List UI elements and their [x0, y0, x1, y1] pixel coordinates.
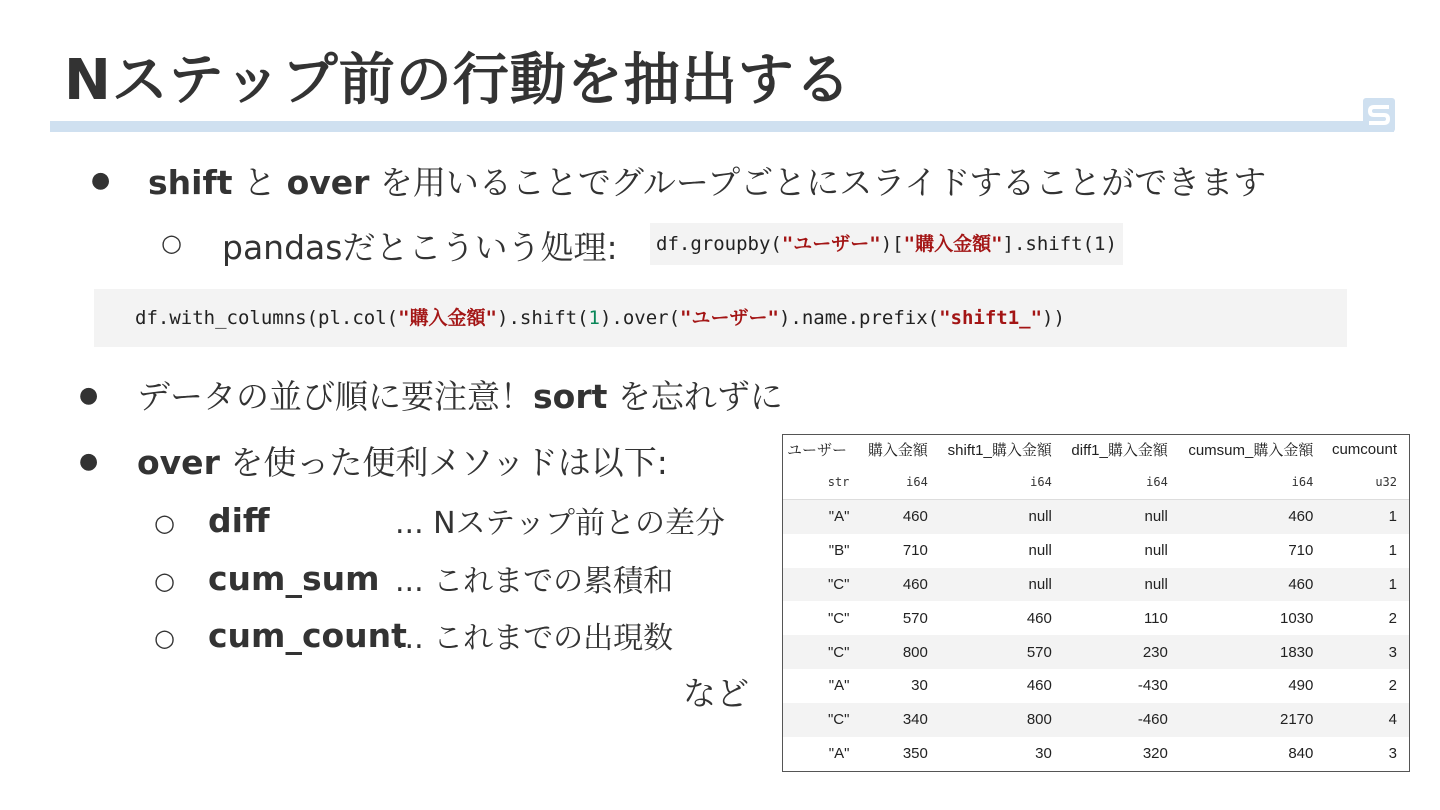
bullet-over-methods: over を使った便利メソッドは以下:: [137, 443, 668, 482]
column-header: 購入金額: [867, 442, 928, 459]
table-cell: "A": [828, 677, 850, 695]
table-cell: "B": [828, 542, 850, 560]
table-cell: 800: [940, 703, 1064, 737]
table-cell: 1: [1325, 568, 1409, 602]
table-cell: 570: [940, 635, 1064, 669]
dtype-cell: str: [783, 464, 861, 500]
table-cell: 490: [1288, 677, 1314, 695]
table-cell: 460: [1180, 568, 1326, 602]
column-header: cumcount: [1331, 441, 1397, 458]
dataframe-output: [782, 434, 1410, 772]
table-cell: 570: [902, 609, 928, 627]
table-cell: 840: [1288, 744, 1314, 762]
table-row: [783, 737, 1409, 771]
slide-title: Nステップ前の行動を抽出する: [64, 48, 852, 113]
table-row: [783, 635, 1409, 669]
keyword-shift: shift: [148, 163, 233, 202]
bullet-dot: ●: [91, 168, 111, 193]
title-underline: [50, 121, 1394, 132]
table-cell: null: [1144, 542, 1168, 560]
table-cell: -430: [1137, 677, 1168, 695]
dtype-cell: i64: [861, 464, 939, 500]
header-row: [783, 435, 1409, 464]
table-cell: 460: [861, 500, 939, 534]
bullet-dot: ●: [79, 383, 99, 408]
method-desc-cum-count: ... これまでの出現数: [395, 621, 674, 656]
keyword-sort: sort: [533, 377, 608, 416]
table-cell: 2: [1388, 609, 1397, 627]
dtype-cell: i64: [940, 464, 1064, 500]
sub-bullet-ring: ○: [161, 229, 182, 257]
table-cell: 4: [1325, 703, 1409, 737]
bullet-dot: ●: [79, 449, 99, 474]
table-cell: 1830: [1180, 635, 1326, 669]
table-cell: 30: [911, 677, 928, 695]
dtype-cell: u32: [1325, 464, 1409, 500]
table-cell: "C": [827, 609, 850, 627]
table-cell: null: [940, 500, 1064, 534]
dataframe-table: [783, 435, 1409, 770]
table-cell: null: [940, 568, 1064, 602]
method-desc-cum-sum: ... これまでの累積和: [395, 564, 674, 599]
sub-bullet-ring: ○: [154, 509, 175, 537]
table-cell: 1: [1388, 542, 1397, 560]
table-cell: 340: [861, 703, 939, 737]
table-cell: 2170: [1180, 703, 1326, 737]
table-row: [783, 534, 1409, 568]
table-cell: "C": [783, 703, 861, 737]
table-cell: 3: [1388, 744, 1397, 762]
table-cell: -460: [1064, 703, 1180, 737]
table-cell: 110: [1143, 609, 1168, 627]
table-row: [783, 500, 1409, 534]
table-cell: 3: [1325, 635, 1409, 669]
table-row: [783, 568, 1409, 602]
table-cell: null: [1028, 542, 1052, 560]
inline-code-pandas: df.groupby("ユーザー")["購入金額"].shift(1): [650, 223, 1123, 265]
table-cell: 460: [1026, 609, 1052, 627]
method-name-diff: diff: [208, 501, 270, 540]
column-header: ユーザー: [787, 442, 848, 459]
table-row: [783, 601, 1409, 635]
table-cell: null: [1064, 500, 1180, 534]
dtype-row: [783, 464, 1409, 500]
method-desc-diff: ... Nステップ前との差分: [395, 506, 725, 541]
sub-bullet-ring: ○: [154, 567, 175, 595]
table-cell: 460: [861, 568, 939, 602]
method-name-cum-count: cum_count: [208, 616, 407, 655]
sub-bullet-ring: ○: [154, 624, 175, 652]
table-cell: 460: [1026, 677, 1052, 695]
dtype-cell: i64: [1180, 464, 1326, 500]
table-cell: 800: [861, 635, 939, 669]
logo-icon: [1363, 98, 1395, 132]
table-cell: null: [1064, 568, 1180, 602]
sub-bullet-pandas: pandasだとこういう処理:: [222, 228, 618, 267]
table-cell: 710: [1288, 542, 1314, 560]
etc-text: など: [683, 674, 749, 713]
table-cell: 230: [1064, 635, 1180, 669]
column-header: shift1_購入金額: [947, 442, 1052, 459]
keyword-over: over: [137, 443, 220, 482]
table-row: [783, 669, 1409, 703]
table-cell: 710: [902, 542, 928, 560]
dtype-cell: i64: [1064, 464, 1180, 500]
table-cell: 1: [1325, 500, 1409, 534]
table-cell: 320: [1142, 744, 1168, 762]
table-cell: "C": [783, 568, 861, 602]
table-cell: 1030: [1279, 609, 1314, 627]
table-cell: 460: [1180, 500, 1326, 534]
column-header: cumsum_購入金額: [1188, 442, 1314, 459]
table-cell: "A": [783, 500, 861, 534]
table-cell: 2: [1388, 677, 1397, 695]
column-header: diff1_購入金額: [1071, 442, 1168, 459]
keyword-over: over: [286, 163, 370, 202]
code-block-polars: df.with_columns(pl.col("購入金額").shift(1).over("ユーザー").name.prefix("shift1_")): [94, 289, 1347, 347]
table-cell: 350: [902, 744, 928, 762]
bullet-sort-warning: データの並び順に要注意！sort を忘れずに: [137, 377, 783, 416]
table-cell: "A": [828, 744, 850, 762]
bullet-shift-over: shift と over を用いることでグループごとにスライドすることができます: [148, 163, 1267, 202]
table-cell: 30: [1035, 744, 1052, 762]
method-name-cum-sum: cum_sum: [208, 559, 380, 598]
table-row: [783, 703, 1409, 737]
table-cell: "C": [783, 635, 861, 669]
